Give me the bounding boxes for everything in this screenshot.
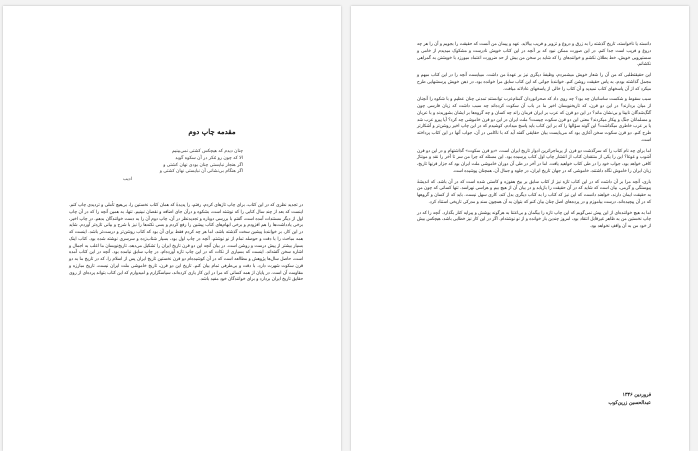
paragraph: دانسته یا ناخواسته، تاریخ گذشته را به زرق و دروغ و تزویر و فریب بیالاید. عهد و پیمان من آنست که حقیقت را بجویم و آن را هر چه دروغ و فریب است جدا کنم. در این صورت ممکن نبود که بر آنچه در این کتاب خویش نادرست و مشکوک میدیدم از خامی و سستپرویی خویش، خط بطلان نکشم و خوانندهای را که شاید بر سخن من بیش از حد ضرورت اعتماد میورزد با خویشتن به گمراهی نکشانم. [417, 42, 651, 68]
page-title: مقدمه چاپ دوم [188, 127, 236, 136]
left-page-body [69, 203, 303, 288]
signature-author: عبدالحسین زرین‌کوب [608, 400, 651, 406]
paragraph: در تجدید نظری که در این کتاب، برای چاپ تازهای کردم، رفتم، را پدیدهٔ که همان کتاب نخستین را، بی‌هیچ تأملی و تردیدی چاپ کنم. اینست که بعد از چند سال کتابی را که نوشته است، بشکوه و درآن جای اضافه و نقصان نبینیم. تنها، به همین آنچه را که در آن چاپ اول از دیگر مستندات آمده است، گفتم با بررسی دوباره و تجدیدنظر در آن، چاپ دوم آن را به دست خوانندگان بدهم. در چاپ اخیر، برخی یادداشت‌ها را هم افزودم و برخی ابهام‌های کتاب پیشین را رفع کردم و بسی نکته‌ها را نیز با شرح و بیانی تازه‌تر آوردم. شاید در این کار، بر خوانندهٔ پیشین سخت گذشته باشد، اما هر چه کردم فقط برای آن بود که کتاب روشن‌تر و درست‌تر باشد. اینست که همه مباحث را با دقت و حوصله تمام از نو نوشتم. آنچه در چاپ اول بود، بسیار شتاب‌زده و سرسری نوشته شده بود. کتاب اینک بسیار بیشتر از پیش درست و روشن است. در بیان آنچه این دو قرن تاریخ ایران را تشکیل می‌دهد، تاریخ‌نویسان ما اغلب به اجمال و اشاره سخن گفته‌اند. اینست که بسیاری از نکات که در این چاپ تازه آورده‌ام، در چاپ سابق نیامده بود. آنچه در این کتاب آمده است، حاصل سال‌ها پژوهش و مطالعه است که در آن کوشیده‌ام دو قرن نخستین تاریخ ایران پس از اسلام را، که در تاریخ ما به دو قرن سکوت شهرت دارد، با دقت و بی‌طرفی تمام بیان کنم. تاریخ این دو قرن، تاریخ خاموشی ملت ایران نیست، تاریخ مبارزه و مقاومت آن است. در پایان از همه کسانی که مرا در این کار یاری کرده‌اند، سپاسگزارم و امیدوارم که این کتاب بتواند پرده‌ای از روی حقایق تاریخ ایران بردارد و برای خوانندگان خود مفید باشد. [69, 203, 303, 283]
paragraph: این حقیقتطلبی که من آن را شعار خویش میشمردم، وظیفهٔ دیگری نیز بر عهدهٔ من داشت. میبایست آنچه را در این کتاب مبهم و مجمل گذاشته بودم، به پاس حقیقت روشن کنم. خوانندهٔ جوانی که این کتاب سابق مرا خوانده بود، در ذهن خویش پرسشهایی طرح میکرد که از آن پاسخهای کتاب نمیدید و آن کتاب را خالی از پاسخهای عادلانه میافت. [417, 73, 651, 92]
epigraph-poem [123, 149, 243, 184]
paragraph: باری، آنچه مرا بر آن داشت که در این کتاب تازه نیز از کتاب سابق بر بیخ هفوزه و کاستی شده است که در آن باشد. که اندیشهٔ پیوستگی و گرمی، بیان است که شاید که در آن حقیقت را بازیابد و در بیان آن از هیچ بیم و هراسی نهراسد. تنها کسانی که چون من به حقیقت ایمان دارند، خواهند دانست که این نیز که کتاب را به کتاب دیگری بدل کند، کاری سهل نیست. باید که از کسان و گروهها که در آن پیچیده‌اند، درست بیاموزم و در پرده‌های اصل چنان بیان کنم که بتوان به آن همچون سند و مدرکی تاریخی استناد کرد. [417, 179, 651, 205]
poem-line: الا که چون رو مُکر در آن سکوه گوید [175, 155, 243, 161]
signature-date: فروردین ۱۳۴۶ [622, 392, 651, 398]
right-page [351, 6, 689, 451]
paragraph: اما به هیچ خواننده‌ای از این پیش نمی‌گویم که این چاپ تازه را بیگمان و بی‌اعتنا به هرگونه پوشش و پیرایه کنار بگذارد. آنچه را که در چاپ نخستین من به ظاهر غیرقابل انتقاد بود، امروز چندین بار خوانده و از نو نوشته‌ام. اگر در این کار نیز خطایی باشد، هیچکس بیش از خود من به آن واقف نخواهد بود. [417, 210, 651, 229]
poem-line: اگر هنگام بی‌نشانی آن نبایستی نهان کشتی و [159, 169, 243, 175]
poem-attribution: ادیب [123, 177, 132, 183]
left-page [3, 6, 341, 451]
right-page-body [417, 42, 651, 235]
poem-line: چنان دیدم که هیچکس کشتی نمی‌بینیم [172, 149, 243, 154]
poem-line: اگر هنجار نبایستی چنان بودی نهان کشتی و [163, 162, 243, 168]
paragraph: اما برای چه نام کتاب را که سرگذشت دو قرن از پرماجراترین ادوار تاریخ ایران است، «دو قرن سکوت» گذاشتهام و در این دو قرن آشوب و غوغا؟ این را یکی از منتقدان کتاب از انتشار چاپ اول کتاب پرسیده‌ بود. این مسئله که چرا من سر تا آخر را نقد و مونتاژ کافی خواهد بود، جواب خود را در طی کتاب خواهید یافت. اما در آخر در طی آن دوران خاموشی ملت ایران بود که جزار قرنها تاریخ، زبان ایران را خاموش نگاه داشتند، خاموشی که در جهان تاریخ ایران، در جلوه و جمال آن، همچنان پوشیده است. [417, 148, 651, 174]
paragraph: سبب سقوط و شکست ساسانیان چه بود؟ چه روی داد که صحرانوردان گمنام‌عرب توانستند تمدنی چنان عظیم و با شکوه را آنچنان از میان بردارند؟ در این دو قرن، که تاریخنویسان اخیر ما در باب آن سکوت کرده‌اند چه سبب داشت که زبان فارسی چون گنگ‌شدگان نابینا و بی‌نشان ماند؟ در این دو قرن که عرب بر ایران فرمان راند چه کسان و چه گروه‌ها بر ایشان بشوریدند و با عربان و مسلمانان جنگ و پیکار میکردند؟ معنی این دو قرن سکوت چیست؟ ملت ایران در این دو قرن خاموشی چه کرد؟ آیا پیرو عرب شد یا بر عرب خاطری میگذاشت؟ این گونه سؤالها را که بر این کتاب باید پاسخ میدادم، کوشیدم که در این چاپ اخیر روشن‌تر و آشکارتر طرح کنم. دو قرن سکوت سخن آغازی بود که می‌بایست بیان حقایقی گفته آید که با ناکامی در آن، جواب آنها در این کتاب پرداخته است. [417, 97, 651, 143]
